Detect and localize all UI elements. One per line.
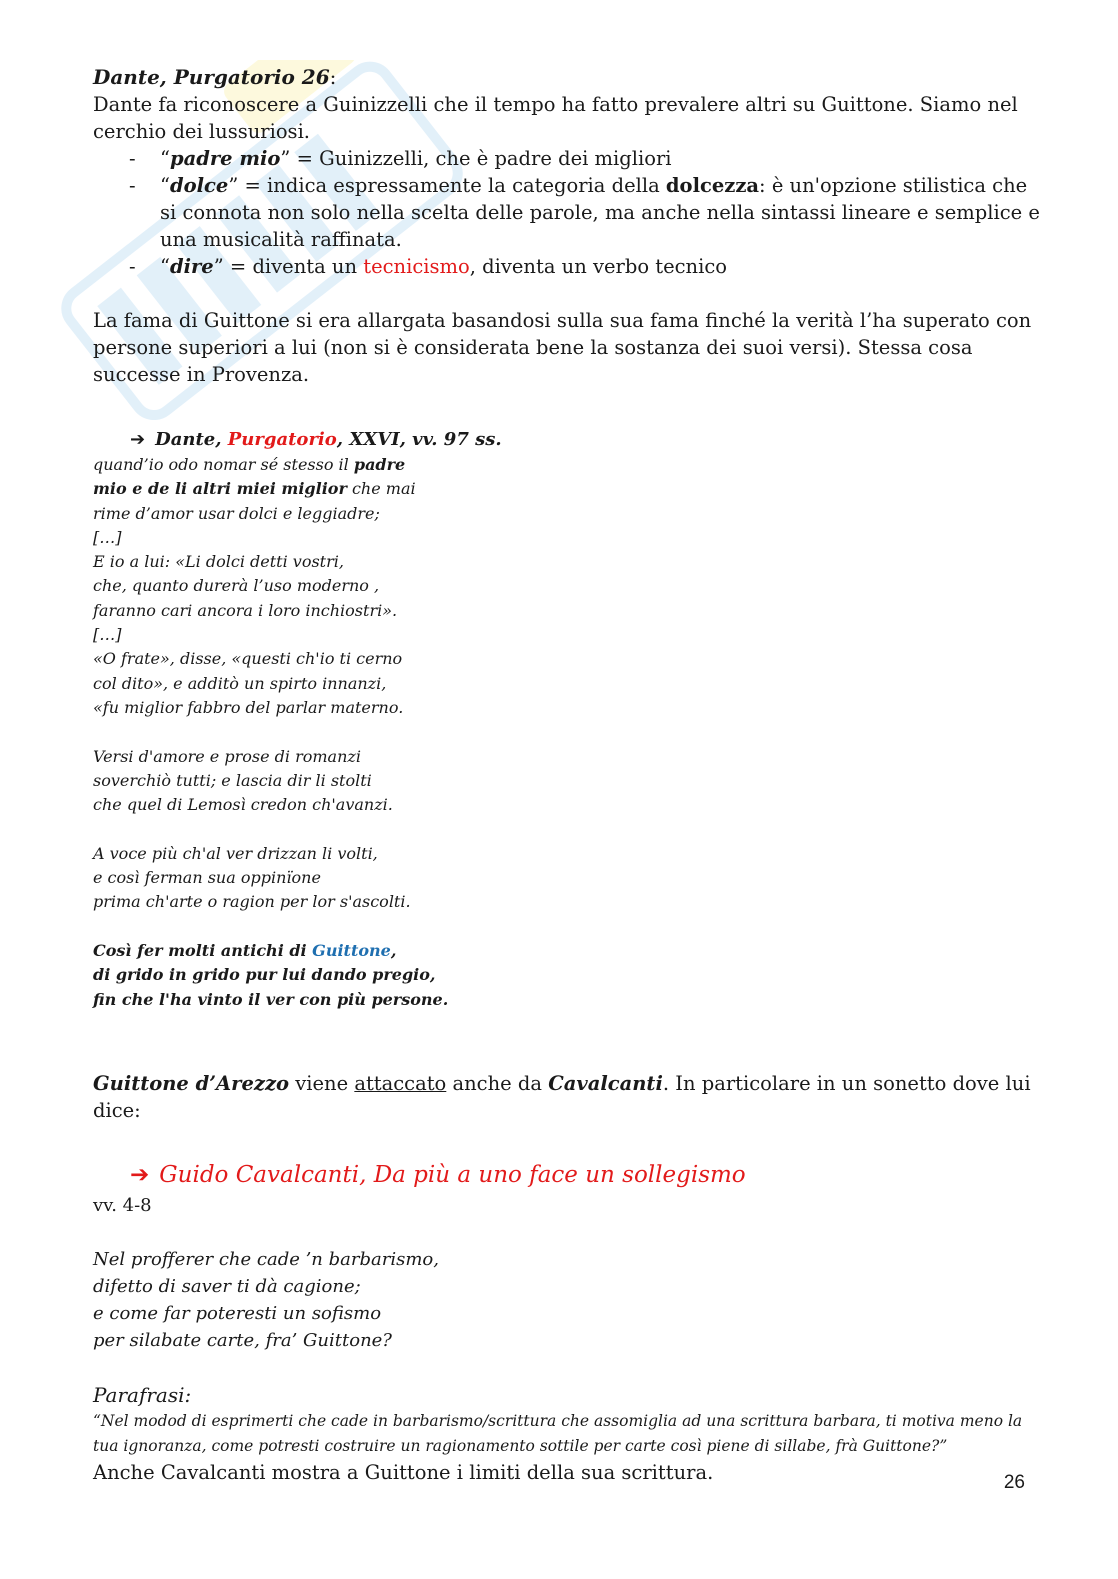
- list-item: - “dolce” = indica espressamente la categoria della dolcezza: è un'opzione stilistica che si connota non solo nella scelta delle parole, ma anche nella sintassi lineare e semplice e una musicalità raffinata.: [129, 174, 1040, 251]
- stanza: Così fer molti antichi di Guittone, di grido in grido pur lui dando pregio, fin che l'ha vinto il ver con più persone.: [93, 940, 449, 1009]
- citation-line: ➔ Dante, Purgatorio, XXVI, vv. 97 ss.: [130, 429, 502, 450]
- verse-range: vv. 4-8: [93, 1194, 152, 1216]
- conclusion-text: Anche Cavalcanti mostra a Guittone i limiti della sua scrittura.: [93, 1460, 714, 1484]
- fama-paragraph: La fama di Guittone si era allargata basandosi sulla sua fama finché la verità l’ha superato con persone superiori a lui (non si è considerata bene la sostanza dei suoi versi). Stessa cosa successe in Provenza.: [93, 309, 1032, 386]
- stanza: Versi d'amore e prose di romanzi soverchiò tutti; e lascia dir li stolti che quel di Lemosì credon ch'avanzi.: [93, 746, 393, 815]
- dante-verses: [93, 453, 1043, 1012]
- section-heading: Dante, Purgatorio 26:: [93, 65, 337, 89]
- page-number: 26: [1003, 1472, 1025, 1493]
- stanza: quand’io odo nomar sé stesso il padre mio e de li altri miei miglior che mai rime d’amor usar dolci e leggiadre; […] E io a lui: «Li dolci detti vostri, che, quanto durerà l’uso moderno , faranno cari ancora i loro inchiostri». […] «O frate», disse, «questi ch'io ti cerno col dito», e additò un spirto innanzi, «fu miglior fabbro del parlar materno.: [93, 455, 416, 717]
- stanza: A voce più ch'al ver drizzan li volti, e così ferman sua oppinïone prima ch'arte o ragion per lor s'ascolti.: [93, 843, 411, 912]
- parafrasi-heading: Parafrasi:: [93, 1382, 192, 1407]
- definition-list: [93, 145, 1043, 280]
- list-item: - “dire” = diventa un tecnicismo, diventa un verbo tecnico: [129, 255, 728, 278]
- cavalcanti-title: ➔ Guido Cavalcanti, Da più a uno face un sollegismo: [130, 1161, 746, 1188]
- guittone-paragraph: Guittone d’Arezzo viene attaccato anche da Cavalcanti. In particolare in un sonetto dove lui dice:: [93, 1071, 1031, 1122]
- list-item: - “padre mio” = Guinizzelli, che è padre dei migliori: [129, 147, 672, 170]
- arrow-icon: ➔: [130, 429, 146, 450]
- arrow-icon: ➔: [130, 1161, 150, 1188]
- main-content: [93, 64, 1043, 1486]
- parafrasi-text: “Nel modod di esprimerti che cade in barbarismo/scrittura che assomiglia ad una scrittura barbara, ti motiva meno la tua ignoranza, come potresti costruire un ragionamento sottile per carte così piene di sillabe, frà Guittone?”: [93, 1411, 1023, 1455]
- intro-paragraph: Dante fa riconoscere a Guinizzelli che il tempo ha fatto prevalere altri su Guittone. Siamo nel cerchio dei lussuriosi.: [93, 93, 1018, 143]
- cavalcanti-verses: Nel profferer che cade ’n barbarismo, difetto di saver ti dà cagione; e come far poteresti un sofismo per silabate carte, fra’ Guittone?: [93, 1248, 439, 1351]
